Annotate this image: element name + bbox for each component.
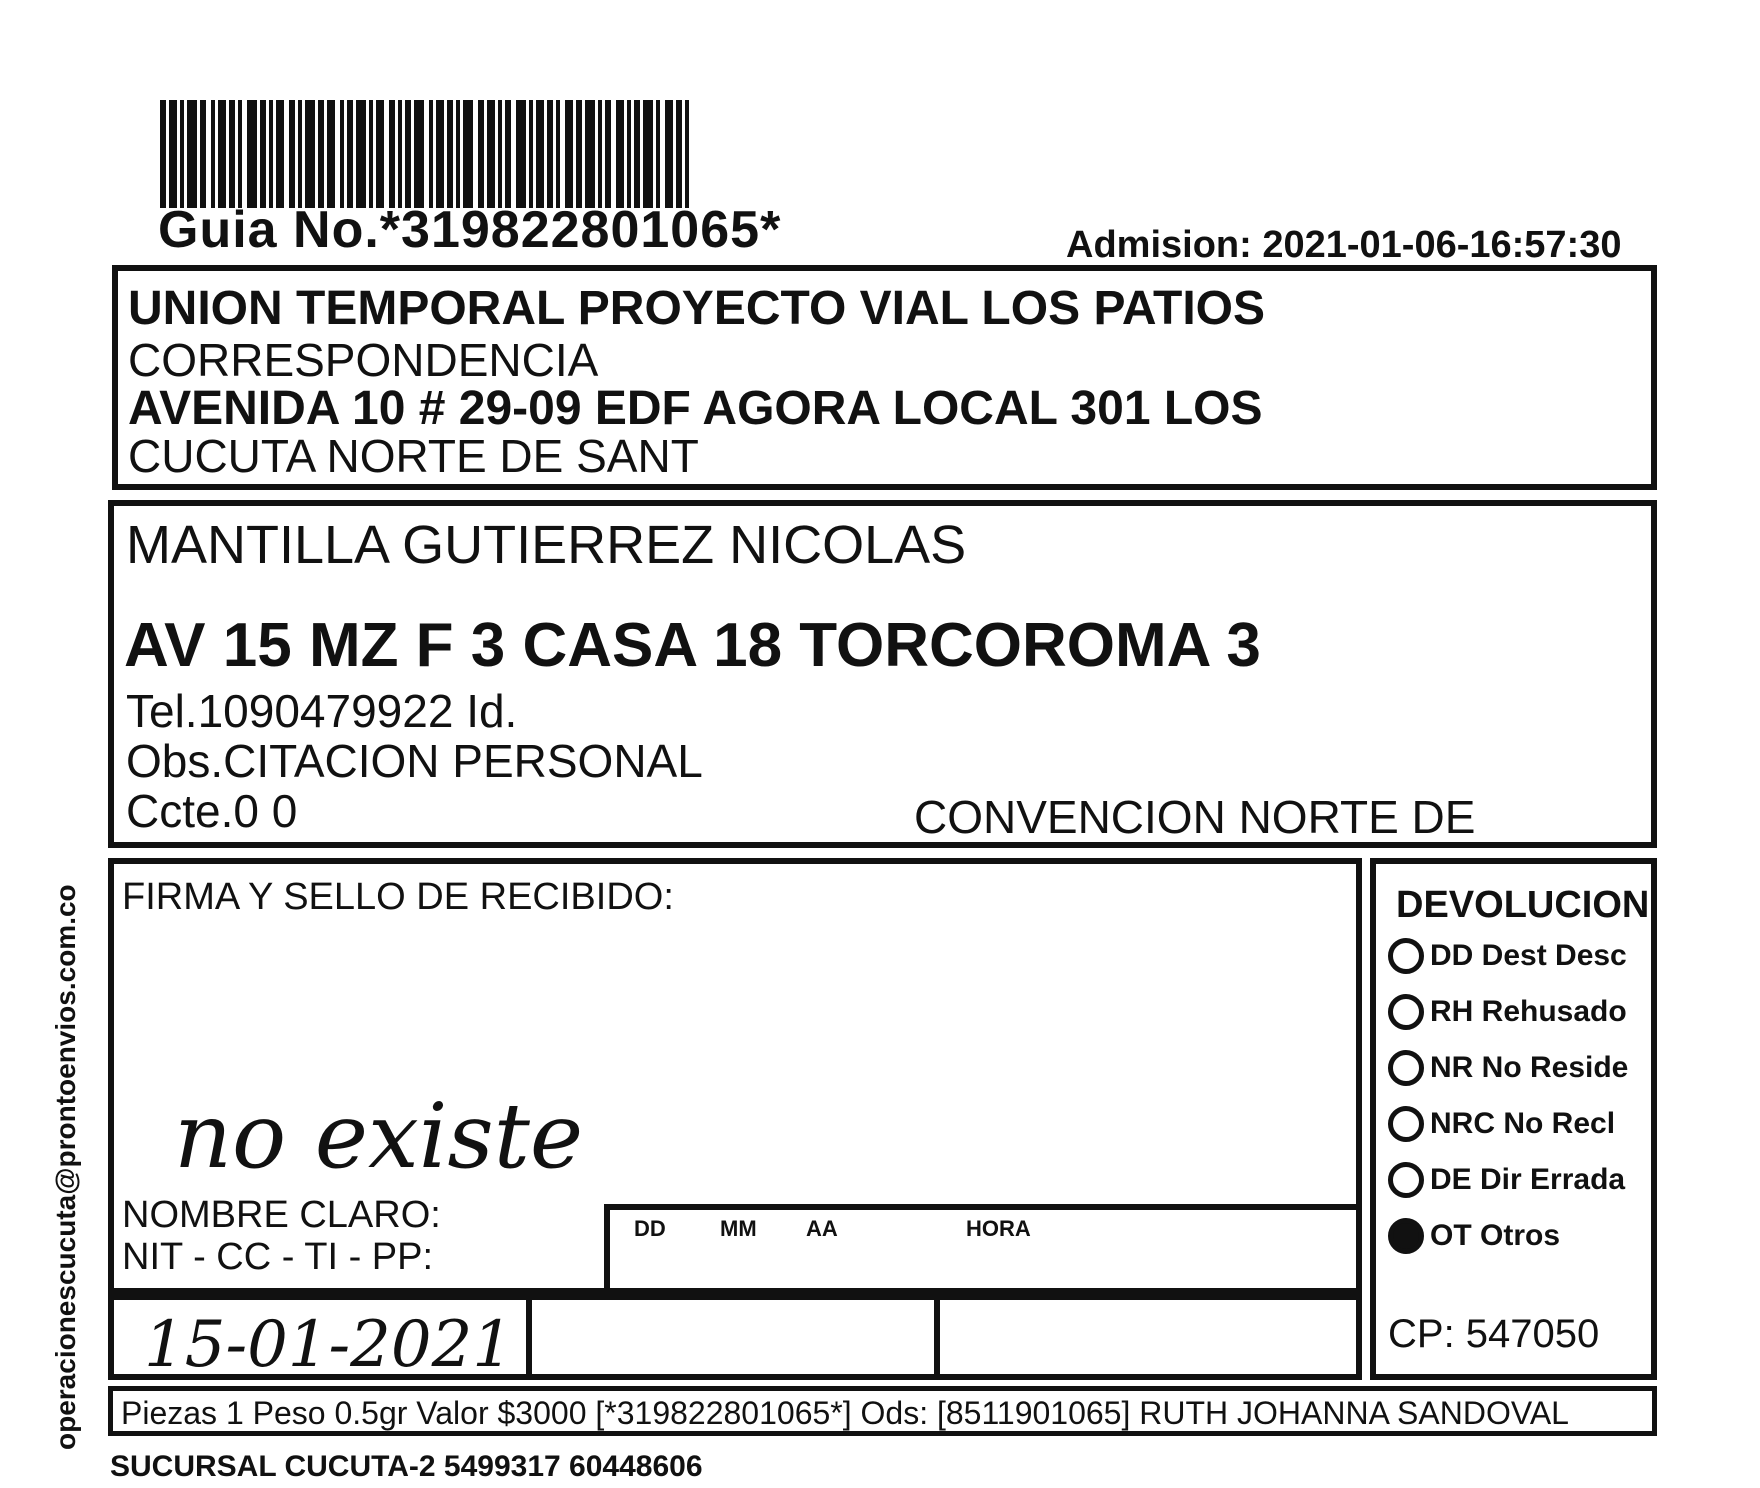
sender-city: CUCUTA NORTE DE SANT — [128, 430, 699, 482]
option-label: NRC No Recl — [1430, 1107, 1616, 1140]
hora-header: HORA — [966, 1216, 1031, 1241]
admision-timestamp: Admision: 2021-01-06-16:57:30 — [1066, 224, 1622, 266]
footer-bar — [108, 1386, 1657, 1436]
cell-divider — [526, 1300, 532, 1374]
barcode-bar — [665, 100, 673, 208]
barcode-bar — [356, 100, 366, 208]
radio-circle-icon — [1388, 1050, 1424, 1086]
barcode-bar — [414, 100, 424, 208]
barcode-bar — [376, 100, 384, 208]
radio-circle-icon — [1388, 1106, 1424, 1142]
footer-details: Piezas 1 Peso 0.5gr Valor $3000 [*319822801065*] Ods: [8511901065] RUTH JOHANNA SANDOVAL — [121, 1395, 1569, 1431]
sender-company: UNION TEMPORAL PROYECTO VIAL LOS PATIOS — [128, 282, 1265, 335]
barcode-bar — [585, 100, 595, 208]
devolucion-block — [1370, 858, 1657, 1380]
date-hour-box — [604, 1204, 1362, 1294]
sender-address: AVENIDA 10 # 29-09 EDF AGORA LOCAL 301 LOS — [128, 382, 1263, 435]
recipient-city: CONVENCION NORTE DE — [914, 791, 1476, 843]
barcode-bar — [327, 100, 335, 208]
nombre-claro-label: NOMBRE CLARO: — [122, 1194, 441, 1236]
barcode-bar — [463, 100, 473, 208]
recipient-tel: Tel.1090479922 Id. — [126, 685, 518, 737]
option-nr — [1388, 1050, 1628, 1086]
option-label: NR No Reside — [1430, 1051, 1629, 1084]
option-label: RH Rehusado — [1430, 995, 1627, 1028]
guia-number: Guia No.*319822801065* — [158, 201, 782, 259]
option-nrc — [1388, 1106, 1615, 1142]
option-label: OT Otros — [1430, 1219, 1561, 1252]
radio-circle-icon — [1388, 994, 1424, 1030]
recipient-ccte: Ccte.0 0 — [126, 785, 298, 837]
option-label: DD Dest Desc — [1430, 939, 1627, 972]
barcode-bar — [436, 100, 444, 208]
barcode-bar — [536, 100, 544, 208]
barcode-bar — [218, 100, 226, 208]
radio-circle-icon — [1388, 1162, 1424, 1198]
option-label: DE Dir Errada — [1430, 1163, 1626, 1196]
option-rh — [1388, 994, 1627, 1030]
barcode-bar — [565, 100, 573, 208]
date-entry-cells — [108, 1294, 1362, 1380]
barcode-bar — [616, 100, 624, 208]
recipient-name: MANTILLA GUTIERREZ NICOLAS — [126, 515, 967, 575]
signature-label: FIRMA Y SELLO DE RECIBIDO: — [122, 876, 674, 918]
option-de — [1388, 1162, 1625, 1198]
cell-divider — [934, 1300, 940, 1374]
barcode — [160, 100, 1500, 208]
recipient-obs: Obs.CITACION PERSONAL — [126, 735, 703, 787]
mm-header: MM — [720, 1216, 757, 1241]
barcode-bar — [487, 100, 495, 208]
barcode-bar — [276, 100, 284, 208]
sender-department: CORRESPONDENCIA — [128, 334, 599, 386]
sender-block — [112, 265, 1657, 490]
recipient-address: AV 15 MZ F 3 CASA 18 TORCOROMA 3 — [124, 611, 1261, 680]
sucursal-line: SUCURSAL CUCUTA-2 5499317 60448606 — [110, 1450, 703, 1483]
barcode-bar — [169, 100, 177, 208]
nit-label: NIT - CC - TI - PP: — [122, 1236, 434, 1278]
barcode-bar — [305, 100, 315, 208]
devolucion-title: DEVOLUCION — [1396, 884, 1650, 926]
barcode-bar — [247, 100, 257, 208]
barcode-bar — [643, 100, 653, 208]
recipient-block — [108, 500, 1657, 848]
dd-header: DD — [634, 1216, 666, 1241]
radio-checked-icon — [1388, 1218, 1424, 1254]
radio-circle-icon — [1388, 938, 1424, 974]
handwritten-note: no existe — [174, 1084, 584, 1189]
aa-header: AA — [806, 1216, 838, 1241]
option-ot — [1388, 1218, 1560, 1254]
handwritten-date: 15-01-2021 — [144, 1308, 513, 1382]
option-dd — [1388, 938, 1627, 974]
barcode-gap — [689, 100, 692, 208]
barcode-bar — [187, 100, 197, 208]
side-email: operacionescucuta@prontoenvios.com.co — [50, 884, 81, 1450]
barcode-bar — [516, 100, 526, 208]
postal-code: CP: 547050 — [1388, 1312, 1600, 1356]
